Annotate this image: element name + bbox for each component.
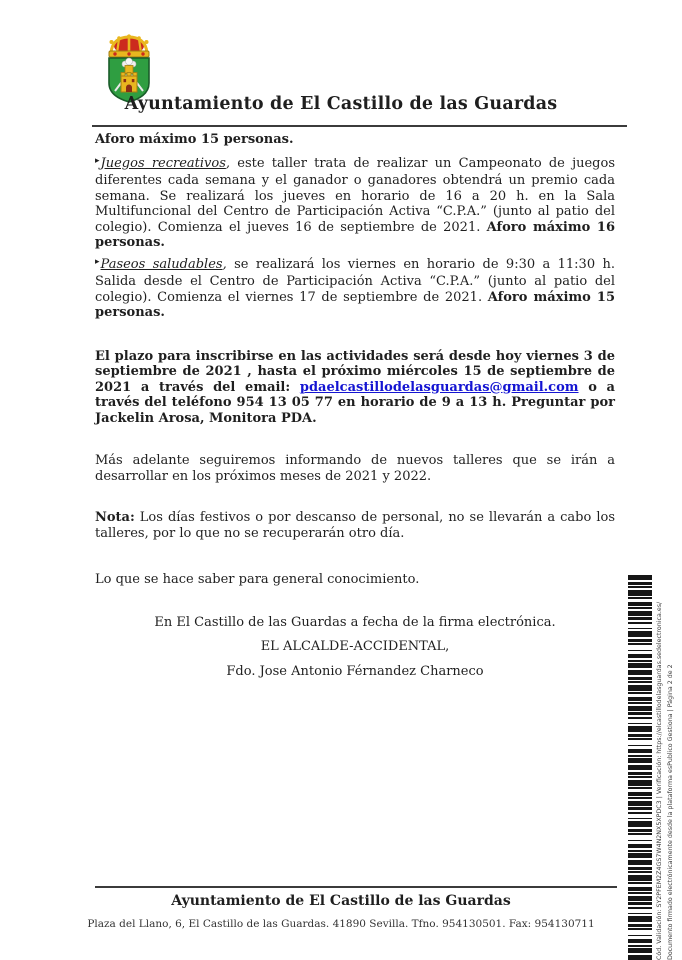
note-paragraph — [95, 510, 615, 541]
footer-address: Plaza del Llano, 6, El Castillo de las Guardas. 41890 Sevilla. Tfno. 954130501. Fax: 954130711 — [87, 918, 595, 930]
activity-name: Juegos recreativos — [100, 155, 226, 171]
note-text: Los días festivos o por descanso de personal, no se llevarán a cabo los talleres, por lo que no se recuperarán otro día. — [95, 510, 615, 541]
document-body — [95, 132, 615, 688]
platform-line: Documento firmado electrónicamente desde la plataforma esPublico Gestiona | Página 2 de 2 — [667, 664, 674, 960]
future-info-paragraph: Más adelante seguiremos informando de nuevos talleres que se irán a desarrollar en los próximos meses de 2021 y 2022. — [95, 453, 615, 484]
activity-description: se realizará los viernes en horario de 9:30 a 11:30 h. Salida desde el Centro de Participación Activa “C.P.A.” (junto al patio del colegio). Comienza el viernes 17 de septiembre de 2021. — [95, 256, 615, 305]
signature-name-line: Fdo. Jose Antonio Férnandez Charneco — [226, 663, 484, 679]
activity-separator: , — [222, 256, 227, 272]
activity-paragraph-juegos — [95, 156, 615, 251]
note-label: Nota: — [95, 510, 135, 525]
page-title: Ayuntamiento de El Castillo de las Guardas — [124, 94, 558, 114]
registration-paragraph — [95, 349, 615, 427]
crown-icon — [109, 34, 149, 57]
verification-barcode-icon — [628, 575, 652, 960]
activity-name: Paseos saludables — [100, 256, 223, 272]
footer-divider — [95, 886, 617, 888]
signature-role-line: EL ALCALDE-ACCIDENTAL, — [260, 639, 450, 654]
verification-sidebar — [654, 575, 679, 960]
email-link[interactable]: pdaelcastillodelasguardas@gmail.com — [299, 379, 579, 395]
triangle-bullet-icon: ▸ — [95, 256, 100, 267]
capacity-note: Aforo máximo 15 personas. — [95, 132, 294, 147]
signature-place-line: En El Castillo de las Guardas a fecha de la firma electrónica. — [154, 614, 556, 630]
activity-capacity: Aforo máximo 15 personas. — [95, 289, 615, 320]
closing-paragraph: Lo que se hace saber para general conocimiento. — [95, 572, 420, 587]
validation-code-line: Cód. Validación: SY2PFEM2Z4GS7W4N2NX5XPDC3 | Verificación: https://elcastillodelasguardas.sedelectronica.es/ — [656, 601, 663, 960]
activity-separator: , — [225, 155, 231, 171]
triangle-bullet-icon: ▸ — [95, 155, 100, 166]
activity-paragraph-paseos — [95, 257, 615, 321]
activity-description: este taller trata de realizar un Campeonato de juegos diferentes cada semana y el ganador o ganadores obtendrá un premio cada semana. Se realizará los jueves en horario de 16 a 20 h. en la Sala Multifuncional del Centro de Participación Activa “C.P.A.” (junto al patio del colegio). Comienza el jueves 16 de septiembre de 2021. — [95, 155, 615, 235]
header-divider — [92, 125, 627, 127]
signature-block — [95, 615, 615, 680]
activity-capacity: Aforo máximo 16 personas. — [95, 219, 616, 250]
registration-text-after: o a través del teléfono 954 13 05 77 en horario de 9 a 13 h. Preguntar por Jackelin Arosa, Monitora PDA. — [95, 379, 615, 426]
registration-text-before: El plazo para inscribirse en las actividades será desde hoy viernes 3 de septiembre de 2021 , hasta el próximo miércoles 15 de septiembre de 2021 a través del email: — [95, 348, 615, 395]
footer-title: Ayuntamiento de El Castillo de las Guardas — [171, 893, 511, 909]
